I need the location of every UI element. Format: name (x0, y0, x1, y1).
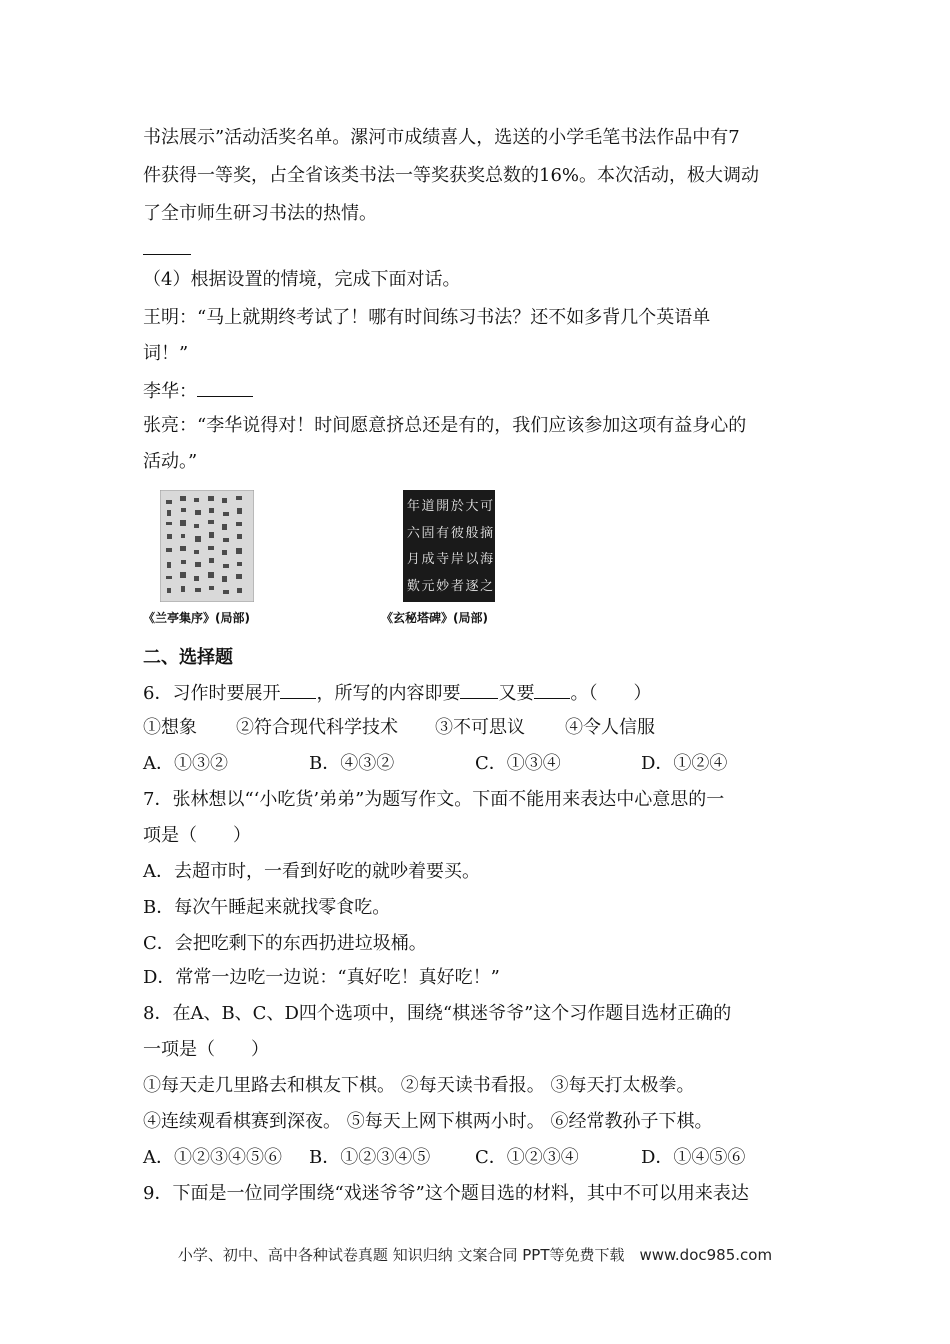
q4-wangming-line-1: 王明：“马上就期终考试了！哪有时间练习书法？还不如多背几个英语单 (143, 307, 711, 328)
q6-option-d[interactable]: D．①②④ (641, 753, 728, 774)
q7-stem-line-1: 7．张林想以“‘小吃货’弟弟”为题写作文。下面不能用来表达中心意思的一 (143, 789, 725, 810)
xuanmitabei-glyph: 年 (406, 499, 420, 514)
q4-zhangliang-line-1: 张亮：“李华说得对！时间愿意挤总还是有的，我们应该参加这项有益身心的 (143, 415, 747, 436)
xuanmitabei-glyph: 可 (480, 499, 494, 514)
q6-stem (143, 680, 651, 706)
xuanmitabei-glyph: 般 (465, 525, 479, 541)
section-title: 二、选择题 (143, 647, 233, 668)
paragraph-line-3: 了全市师生研习书法的热情。 (143, 203, 377, 224)
paragraph-line-2: 件获得一等奖，占全省该类书法一等奖获奖总数的16%。本次活动，极大调动 (143, 165, 760, 186)
q7-option-c[interactable]: C．会把吃剩下的东西扔进垃圾桶。 (143, 933, 427, 954)
xuanmitabei-glyph: 摘 (480, 525, 494, 541)
xuanmitabei-image (403, 490, 495, 602)
xuanmitabei-glyph: 成 (421, 552, 435, 567)
xuanmitabei-glyph: 有 (436, 525, 450, 541)
xuanmitabei-glyph: 者 (450, 578, 464, 594)
xuanmitabei-glyph: 彼 (450, 525, 464, 541)
answer-blank-3[interactable] (143, 254, 191, 255)
q6-option-a[interactable]: A．①③② (143, 753, 228, 774)
lantingjixu-image (160, 490, 254, 606)
q9-stem-line-1: 9．下面是一位同学围绕“戏迷爷爷”这个题目选的材料，其中不可以用来表达 (143, 1183, 749, 1204)
q6-blank-2[interactable] (460, 680, 498, 699)
lantingjixu-calligraphy-icon (160, 490, 254, 602)
q4-prompt: （4）根据设置的情境，完成下面对话。 (143, 269, 461, 290)
q8-option-b[interactable]: B．①②③④⑤ (309, 1147, 431, 1168)
lantingjixu-caption: 《兰亭集序》(局部) (143, 611, 250, 625)
xuanmitabei-glyph: 妙 (436, 578, 450, 594)
xuanmitabei-glyph: 六 (406, 525, 420, 541)
xuanmitabei-glyph: 元 (421, 578, 435, 594)
xuanmitabei-glyph: 開 (436, 499, 450, 514)
xuanmitabei-glyph: 固 (421, 525, 435, 541)
q6-option-c[interactable]: C．①③④ (475, 753, 561, 774)
q4-lihua-label: 李华： (143, 381, 197, 402)
q6-stem-part-3: 又要 (498, 683, 535, 704)
paragraph-line-1: 书法展示”活动活奖名单。漯河市成绩喜人，选送的小学毛笔书法作品中有7 (143, 127, 740, 148)
q6-option-b[interactable]: B．④③② (309, 753, 395, 774)
xuanmitabei-glyph: 岸 (450, 552, 464, 567)
q4-lihua-answer-blank[interactable] (197, 378, 253, 397)
q7-option-d[interactable]: D．常常一边吃一边说：“真好吃！真好吃！” (143, 967, 500, 988)
q8-option-c[interactable]: C．①②③④ (475, 1147, 579, 1168)
xuanmitabei-glyph: 逐 (465, 578, 479, 594)
q6-item-1: ①想象 (143, 717, 197, 738)
xuanmitabei-glyph: 大 (465, 499, 479, 514)
q4-zhangliang-line-2: 活动。” (143, 451, 198, 472)
q8-items-line-1: ①每天走几里路去和棋友下棋。 ②每天读书看报。 ③每天打太极拳。 (143, 1075, 695, 1096)
q8-option-a[interactable]: A．①②③④⑤⑥ (143, 1147, 282, 1168)
q6-item-2: ②符合现代科学技术 (236, 717, 398, 738)
q6-blank-1[interactable] (280, 680, 316, 699)
xuanmitabei-rubbing (403, 490, 495, 602)
q4-wangming-line-2: 词！” (143, 343, 189, 364)
xuanmitabei-glyph: 於 (450, 499, 464, 514)
q6-blank-3[interactable] (534, 680, 570, 699)
q8-option-d[interactable]: D．①④⑤⑥ (641, 1147, 746, 1168)
page-footer: 小学、初中、高中各种试卷真题 知识归纳 文案合同 PPT等免费下载 www.doc985.com (177, 1246, 773, 1264)
q6-stem-part-2: ，所写的内容即要 (316, 683, 461, 704)
xuanmitabei-glyph: 歎 (406, 578, 420, 594)
xuanmitabei-caption: 《玄秘塔碑》(局部) (381, 611, 488, 625)
xuanmitabei-glyph: 道 (421, 499, 435, 514)
q6-stem-part-1: 6．习作时要展开 (143, 683, 281, 704)
q8-stem-line-2: 一项是（ ） (143, 1039, 269, 1060)
q6-item-3: ③不可思议 (435, 717, 525, 738)
xuanmitabei-glyph: 之 (480, 578, 494, 594)
q8-stem-line-1: 8．在A、B、C、D四个选项中，围绕“棋迷爷爷”这个习作题目选材正确的 (143, 1003, 732, 1024)
xuanmitabei-glyph: 海 (480, 552, 494, 567)
q7-option-a[interactable]: A．去超市时，一看到好吃的就吵着要买。 (143, 861, 480, 882)
q7-option-b[interactable]: B．每次午睡起来就找零食吃。 (143, 897, 391, 918)
q7-stem-line-2: 项是（ ） (143, 825, 251, 846)
q6-stem-part-4: 。（ ） (570, 683, 652, 704)
xuanmitabei-glyph: 月 (406, 552, 420, 567)
xuanmitabei-glyph: 寺 (436, 552, 450, 567)
q8-items-line-2: ④连续观看棋赛到深夜。 ⑤每天上网下棋两小时。 ⑥经常教孙子下棋。 (143, 1111, 713, 1132)
q4-lihua-line (143, 378, 253, 404)
xuanmitabei-glyph: 以 (465, 552, 479, 567)
q6-item-4: ④令人信服 (565, 717, 655, 738)
xuanmitabei-glyph-grid (406, 494, 494, 600)
